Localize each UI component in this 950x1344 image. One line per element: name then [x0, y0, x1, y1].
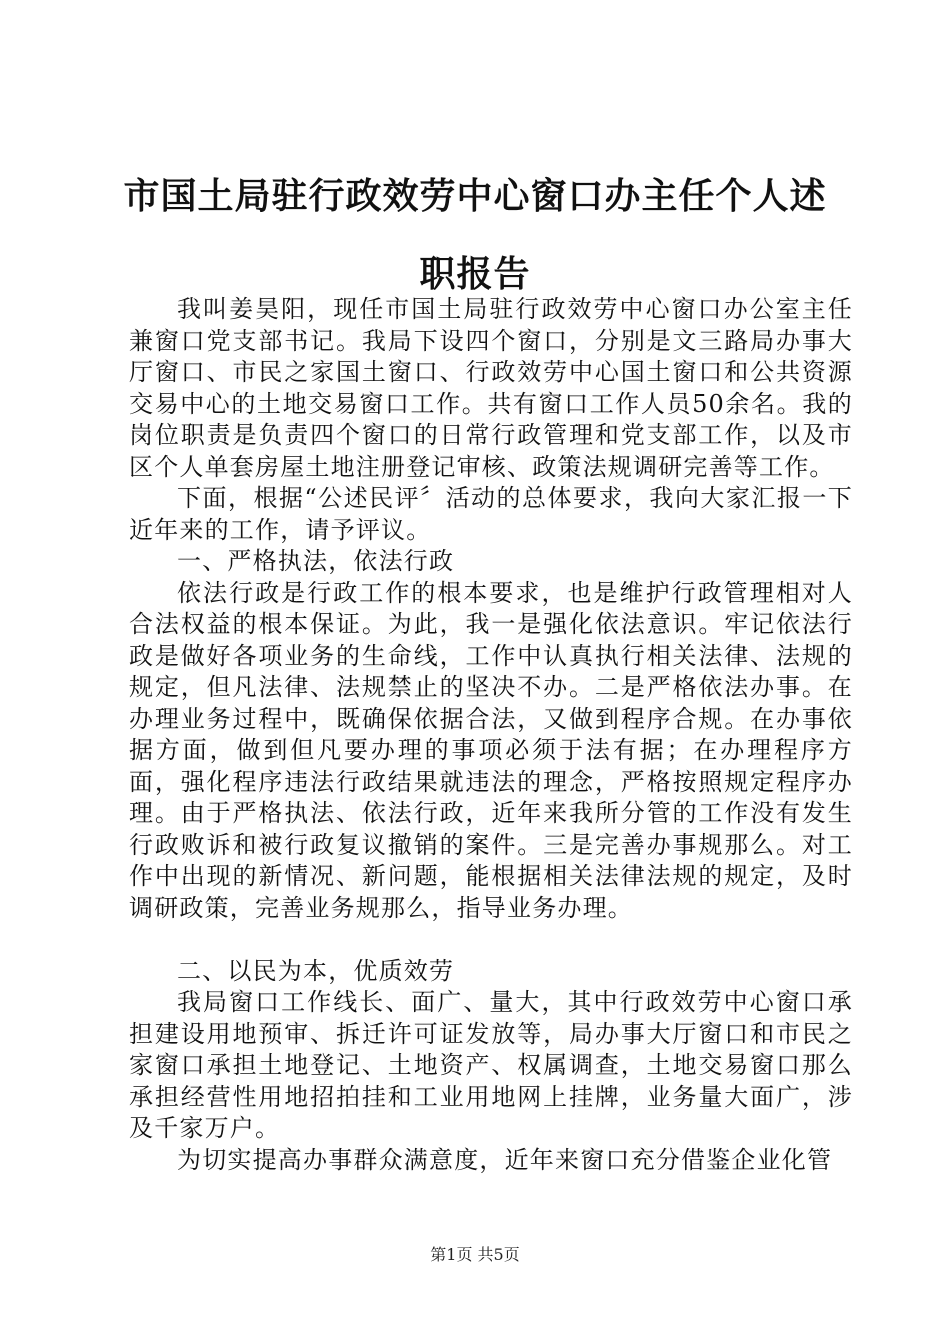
document-body	[129, 294, 853, 1176]
paragraph-intro: 我叫姜昊阳，现任市国土局驻行政效劳中心窗口办公室主任兼窗口党支部书记。我局下设四个窗口，分别是文三路局办事大厅窗口、市民之家国土窗口、行政效劳中心国土窗口和公共资源交易中心的土地交易窗口工作。共有窗口工作人员50余名。我的岗位职责是负责四个窗口的日常行政管理和党支部工作，以及市区个人单套房屋土地注册登记审核、政策法规调研完善等工作。	[129, 295, 853, 481]
paragraph-section-2: 我局窗口工作线长、面广、量大，其中行政效劳中心窗口承担建设用地预审、拆迁许可证发放等，局办事大厅窗口和市民之家窗口承担土地登记、土地资产、权属调查，土地交易窗口那么承担经营性用地招拍挂和工业用地网上挂牌，业务量大面广，涉及千家万户。	[129, 988, 853, 1142]
paragraph-section-1: 依法行政是行政工作的根本要求，也是维护行政管理相对人合法权益的根本保证。为此，我一是强化依法意识。牢记依法行政是做好各项业务的生命线，工作中认真执行相关法律、法规的规定，但凡法律、法规禁止的坚决不办。二是严格依法办事。在办理业务过程中，既确保依据合法，又做到程序合规。在办事依据方面，做到但凡要办理的事项必须于法有据；在办理程序方面，强化程序违法行政结果就违法的理念，严格按照规定程序办理。由于严格执法、依法行政，近年来我所分管的工作没有发生行政败诉和被行政复议撤销的案件。三是完善办事规那么。对工作中出现的新情况、新问题，能根据相关法律法规的规定，及时调研政策，完善业务规那么，指导业务办理。	[129, 578, 853, 922]
page-footer: 第1页 共5页	[430, 1245, 520, 1264]
paragraph-report-purpose: 下面，根据“公述民评〞活动的总体要求，我向大家汇报一下近年来的工作，请予评议。	[129, 484, 853, 544]
section-heading-1: 一、严格执法，依法行政	[177, 547, 455, 575]
paragraph-section-2-continued: 为切实提高办事群众满意度，近年来窗口充分借鉴企业化管	[177, 1145, 833, 1174]
section-heading-2: 二、以民为本，优质效劳	[177, 956, 455, 985]
page-title: 市国土局驻行政效劳中心窗口办主任个人述职报告	[123, 176, 827, 295]
